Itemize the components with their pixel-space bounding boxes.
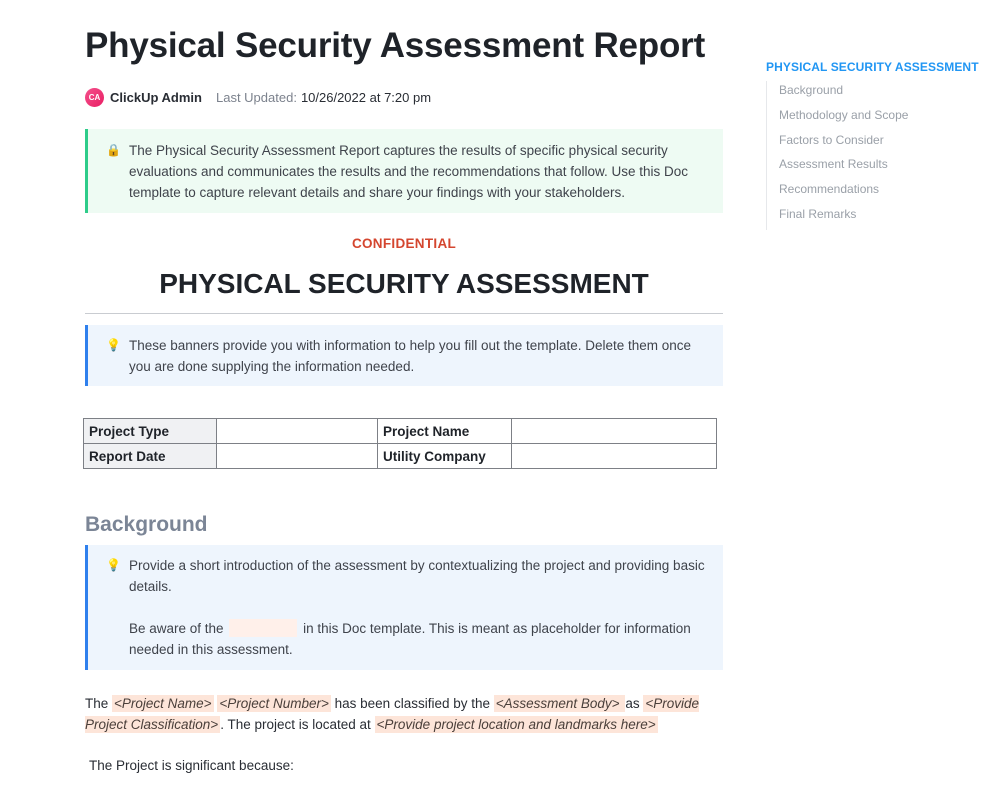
background-banner: [85, 545, 723, 670]
project-info-table: [83, 418, 717, 469]
toc-item-factors[interactable]: Factors to Consider: [779, 132, 884, 147]
lock-icon: 🔒: [106, 143, 121, 157]
divider: [85, 313, 723, 314]
placeholder-assessment-body[interactable]: <Assessment Body>: [495, 696, 624, 711]
placeholder-swatch: [229, 619, 297, 637]
info-banner: [85, 325, 723, 386]
section-heading: PHYSICAL SECURITY ASSESSMENT: [159, 268, 649, 299]
table-cell-value[interactable]: [217, 444, 378, 469]
last-updated-label: Last Updated:: [215, 89, 297, 105]
toc-list: [766, 81, 986, 230]
page-title: Physical Security Assessment Report: [85, 26, 706, 65]
placeholder-project-classification[interactable]: <Provide Project Classification>: [85, 696, 700, 732]
table-cell-value[interactable]: [217, 419, 378, 444]
doc-meta: [85, 87, 431, 107]
background-banner-text-2: Be aware of the in this Doc template. This is meant as placeholder for information needed in this assessment.: [129, 621, 691, 657]
table-cell-value[interactable]: [512, 444, 717, 469]
table-of-contents: [766, 60, 986, 230]
author-name[interactable]: ClickUp Admin: [110, 89, 202, 105]
significance-paragraph: The Project is significant because:: [89, 758, 294, 773]
info-banner-text: These banners provide you with information to help you fill out the template. Delete them once you are done supplying the information needed.: [129, 338, 692, 374]
toc-item-background[interactable]: Background: [779, 83, 844, 97]
table-cell-label: Report Date: [84, 444, 217, 469]
lightbulb-icon: 💡: [106, 558, 121, 572]
placeholder-project-location[interactable]: <Provide project location and landmarks here>: [376, 717, 656, 732]
background-heading: Background: [85, 513, 208, 536]
toc-heading[interactable]: PHYSICAL SECURITY ASSESSMENT: [766, 60, 979, 74]
intro-banner: [85, 129, 723, 213]
toc-item-results[interactable]: Assessment Results: [779, 157, 888, 172]
intro-banner-text: The Physical Security Assessment Report captures the results of specific physical security evaluations and communicates the results and the recommendations that follow. Use this Doc template to capture relevant details and share your findings with your stakeholders.: [129, 143, 689, 200]
toc-item-methodology[interactable]: Methodology and Scope: [779, 107, 909, 122]
table-cell-value[interactable]: [512, 419, 717, 444]
table-cell-label: Project Name: [378, 419, 512, 444]
table-row: [84, 444, 717, 469]
lightbulb-icon: 💡: [106, 338, 121, 352]
placeholder-project-name[interactable]: <Project Name>: [114, 696, 212, 711]
table-row: [84, 419, 717, 444]
placeholder-project-number[interactable]: <Project Number>: [219, 696, 329, 711]
background-paragraph: The <Project Name> <Project Number> has been classified by the <Assessment Body> as <Provide Project Classification> . The project is located at <Provide project location and landmarks here>: [85, 696, 700, 732]
toc-item-recommendations[interactable]: Recommendations: [779, 182, 880, 197]
last-updated-value: 10/26/2022 at 7:20 pm: [300, 89, 432, 105]
background-banner-text-1: Provide a short introduction of the assessment by contextualizing the project and providing basic details.: [129, 558, 705, 594]
confidential-label: CONFIDENTIAL: [351, 236, 457, 251]
table-cell-label: Project Type: [84, 419, 217, 444]
toc-item-final-remarks[interactable]: Final Remarks: [779, 206, 857, 221]
avatar[interactable]: CA: [85, 88, 104, 107]
table-cell-label: Utility Company: [378, 444, 512, 469]
